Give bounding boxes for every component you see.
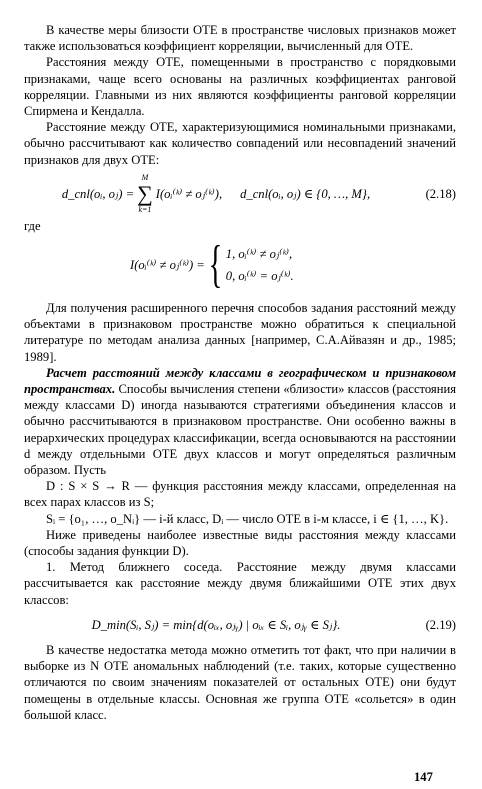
- paragraph-def-S: Sᵢ = {o₁, …, o_Nᵢ} — i-й класс, Dᵢ — число ОТЕ в i-м классе, i ∈ {1, …, K}.: [46, 511, 449, 526]
- section-heading: Расчет расстояний между классами в географическом и признаковом пространствах.: [24, 365, 456, 397]
- eq219-expression: D_min(Sᵢ, Sⱼ) = min{d(oᵢₓ, oⱼᵧ) | oᵢₓ ∈ Sᵢ, oⱼᵧ ∈ Sⱼ}.: [91, 617, 341, 632]
- where-label: где: [24, 218, 41, 233]
- left-brace: {: [208, 236, 223, 294]
- paragraph-correlation: В качестве меры близости ОТЕ в пространстве числовых признаков может также использоваться коэффициент корреляции, вычисленный для ОТЕ.: [24, 23, 456, 54]
- paragraph-methods-intro: Ниже приведены наиболее известные виды расстояния между классами (способы задания функции D).: [24, 527, 456, 559]
- summation-sign: [137, 173, 153, 215]
- page-body: [24, 22, 456, 723]
- equation-2-18: [24, 172, 456, 214]
- sum-upper-limit: M: [141, 172, 149, 182]
- indicator-left: I(oᵢ⁽ᵏ⁾ ≠ oⱼ⁽ᵏ⁾) =: [130, 257, 205, 272]
- sigma-symbol: ∑: [137, 180, 153, 206]
- paragraph-nominal: Расстояние между ОТЕ, характеризующимися номинальными признаками, обычно рассчитывают как количество совпадений или несовпадений значений признаков для двух ОТЕ:: [24, 120, 456, 167]
- indicator-cases: [226, 246, 294, 284]
- equation-2-19: [24, 614, 456, 636]
- paragraph-drawback: В качестве недостатка метода можно отметить тот факт, что при наличии в выборке из N ОТЕ аномальных наблюдений (т.е. таких, которые существенно отличаются по своим значениям показателей от остальных ОТЕ) они будут помещены в отдельные классы. Основная же группа ОТЕ «сольется» в один большой класс.: [24, 642, 456, 722]
- eq218-left: d_cnl(oᵢ, oⱼ) =: [61, 186, 135, 201]
- indicator-case-1: 1, oᵢ⁽ᵏ⁾ ≠ oⱼ⁽ᵏ⁾,: [225, 246, 293, 261]
- page-number: 147: [414, 770, 433, 784]
- equation-number-2-18: (2.18): [425, 186, 456, 201]
- equation-number-2-19: (2.19): [425, 617, 456, 632]
- equation-2-18-body: [36, 172, 396, 214]
- paragraph-nearest-neighbor: 1. Метод ближнего соседа. Расстояние между двумя классами рассчитывается как расстояние между двумя ближайшими ОТЕ этих двух классов:: [24, 560, 456, 607]
- paragraph-literature: Для получения расширенного перечня способов задания расстояний между объектами в признаковом пространстве можно обратиться к специальной литературе по методам анализа данных [например, С.А.Айвазян и др., 1985; 1989].: [24, 301, 456, 364]
- equation-indicator: [24, 236, 456, 294]
- eq218-term: I(oᵢ⁽ᵏ⁾ ≠ oⱼ⁽ᵏ⁾),: [155, 186, 223, 201]
- equation-2-19-body: [36, 614, 396, 636]
- equation-indicator-body: [130, 236, 294, 294]
- indicator-case-2: 0, oᵢ⁽ᵏ⁾ = oⱼ⁽ᵏ⁾.: [225, 269, 294, 284]
- paragraph-def-D: D : S × S → R — функция расстояния между классами, определенная на всех парах классов из S;: [24, 479, 456, 510]
- paragraph-ordinal: Расстояния между ОТЕ, помещенными в пространство с порядковыми признаками, чаще всего основаны на различных коэффициентах ранговой корреляции. Главными из них являются коэффициенты ранговой корреляции Спирмена и Кендалла.: [24, 55, 456, 119]
- paragraph-class-distance: [24, 365, 456, 478]
- eq218-right: d_cnl(oᵢ, oⱼ) ∈ {0, …, M},: [240, 186, 371, 201]
- section-text: Способы вычисления степени «близости» классов (расстояния между классами D) иногда называются стратегиями объединения классов и обычно рассчитываются в признаковом пространстве. Они особенно важны в иерархических процедурах классификации, всегда основываются на расстоянии d между отдельными ОТЕ двух классов и могут определяться различным образом. Пусть: [24, 382, 456, 478]
- sum-lower-limit: k=1: [138, 204, 152, 214]
